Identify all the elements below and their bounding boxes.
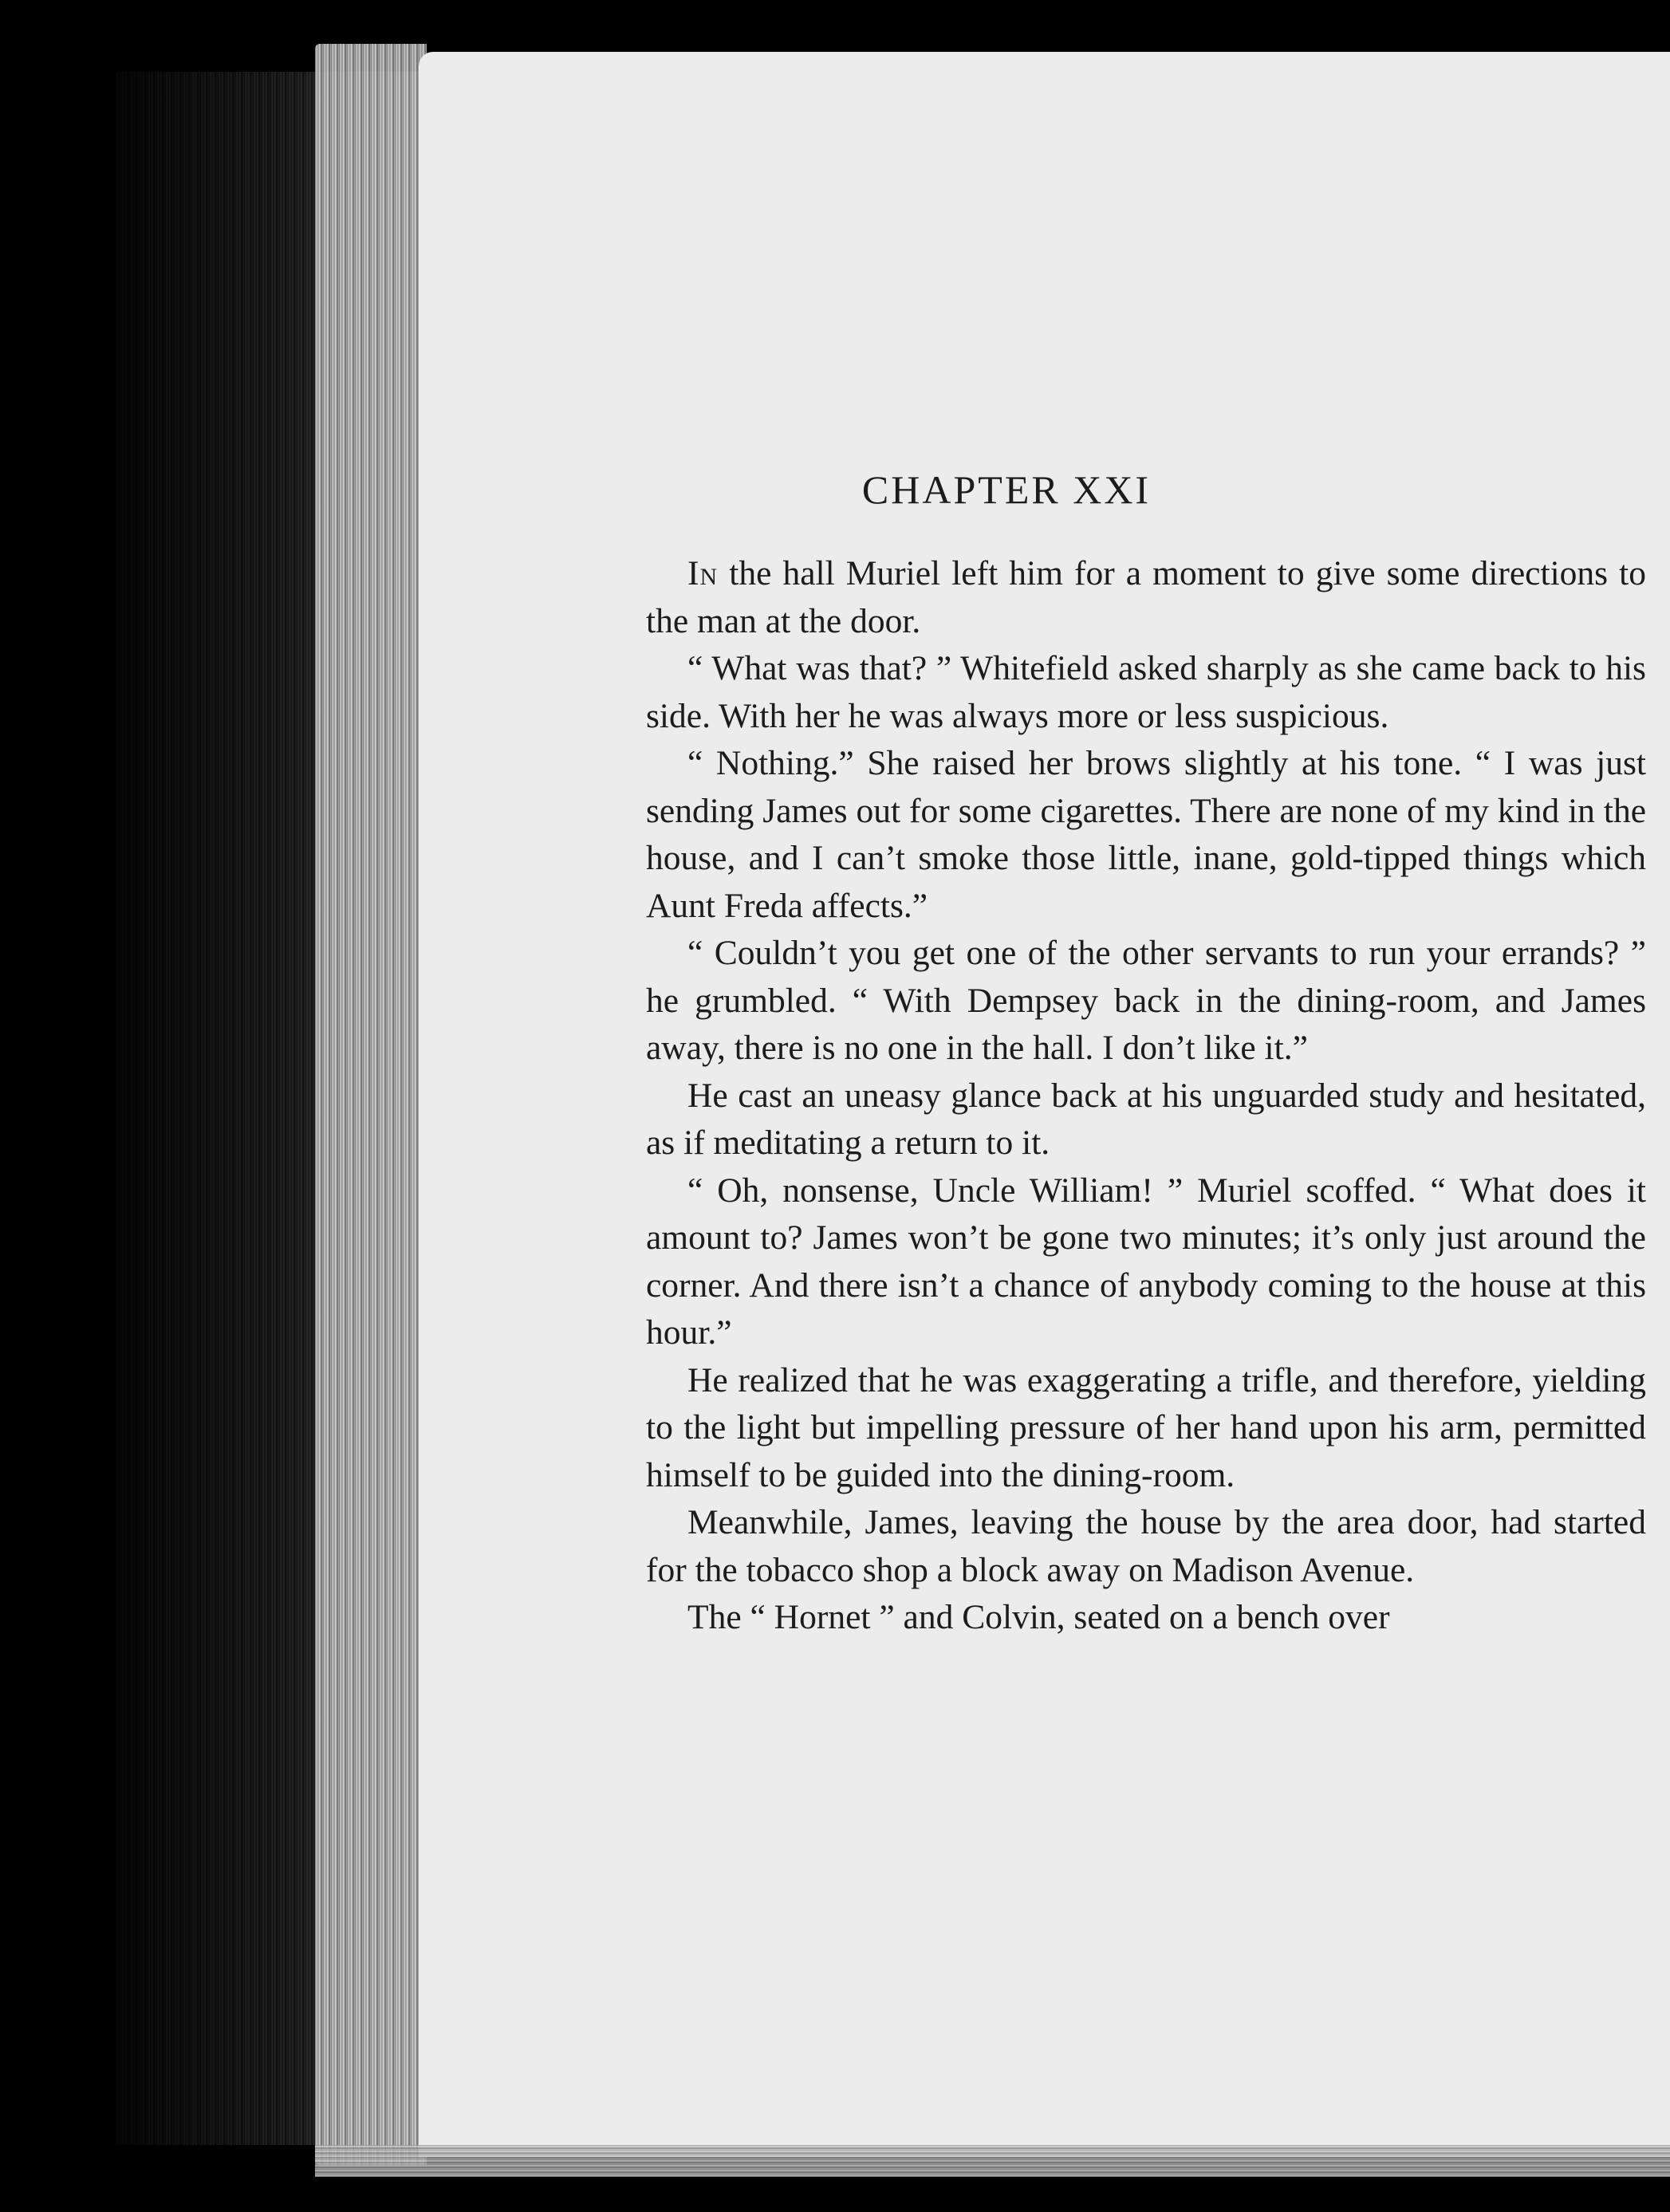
paragraph: “ Couldn’t you get one of the other servants to run your errands? ” he grumbled. “ With Dempsey back in the dining-room, and James away, there is no one in the hall. I don’t like it.” (646, 934, 1646, 1067)
page-stack-edge (315, 44, 427, 2165)
paragraph: “ Oh, nonsense, Uncle William! ” Muriel scoffed. “ What does it amount to? James won’t be gone two minutes; it’s only just around the corner. And there isn’t a chance of anybody coming to the house at this hour.” (646, 1171, 1646, 1352)
paragraph-text: the hall Muriel left him for a moment to give some directions to the man at the door. (646, 554, 1646, 640)
paragraph: He realized that he was exaggerating a trifle, and therefore, yielding to the light but impelling pressure of her hand upon his arm, permitted himself to be guided into the dining-room. (646, 1360, 1646, 1494)
paragraph: The “ Hornet ” and Colvin, seated on a bench over (687, 1598, 1390, 1636)
paragraph: “ What was that? ” Whitefield asked sharply as she came back to his side. With her he was always more or less suspicious. (646, 649, 1646, 735)
paragraph: Meanwhile, James, leaving the house by the area door, had started for the tobacco shop a block away on Madison Avenue. (646, 1503, 1646, 1589)
paragraph: He cast an uneasy glance back at his unguarded study and hesitated, as if meditating a return to it. (646, 1076, 1646, 1162)
chapter-heading: CHAPTER XXI (861, 467, 1152, 512)
drop-word: In (687, 554, 719, 592)
paragraph: “ Nothing.” She raised her brows slightly at his tone. “ I was just sending James out for some cigarettes. There are none of my kind in the house, and I can’t smoke those little, inane, gold-tipped things which Aunt Freda affects.” (646, 744, 1646, 925)
paragraph (646, 550, 1646, 645)
page-stack-bottom (315, 2145, 1670, 2177)
chapter-body (646, 550, 1646, 1642)
